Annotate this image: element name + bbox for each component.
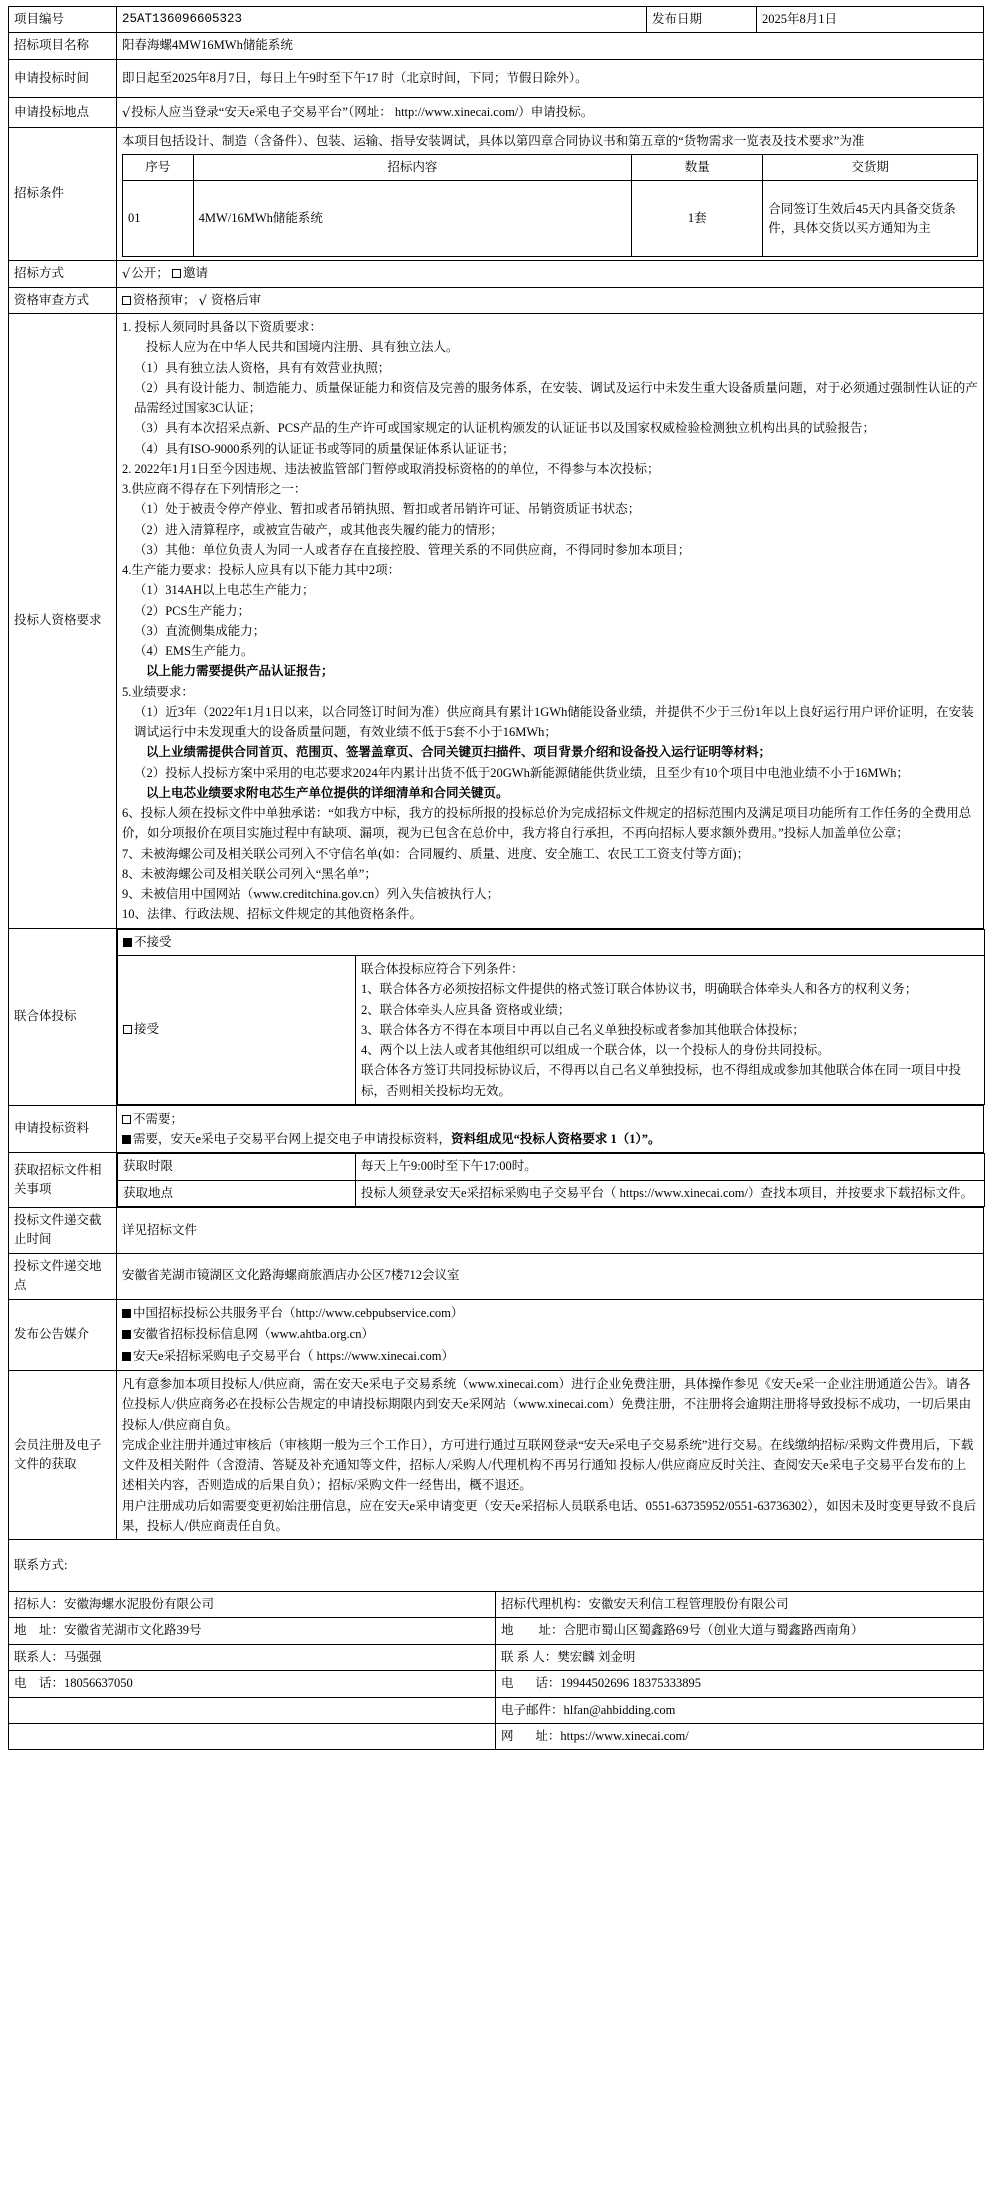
contact-row: [9, 1723, 984, 1749]
contact-field-label: 电 话：: [14, 1676, 65, 1691]
apply-materials-needed: [122, 1129, 978, 1149]
media-label: 发布公告媒介: [9, 1299, 117, 1371]
qualification-line: 以上电芯业绩要求附电芯生产单位提供的详细清单和合同关键页。: [146, 785, 509, 800]
consortium-condition-line: 3、联合体各方不得在本项目中再以自己名义单独投标或者参加其他联合体投标；: [361, 1022, 805, 1037]
qualification-line: 4.生产能力要求：投标人应具有以下能力其中2项：: [122, 563, 401, 578]
contact-field-label: 网 址：: [501, 1728, 561, 1743]
contact-cell-right: [496, 1697, 984, 1723]
apply-time-value: 即日起至2025年8月7日，每日上午9时至下午17 时（北京时间，下同；节假日除外）。: [117, 59, 984, 97]
row-contact-heading: [9, 1540, 984, 1592]
doc-time-row: [118, 1154, 985, 1180]
contact-field-label: 招标代理机构：: [501, 1597, 589, 1611]
qualification-line: 7、未被海螺公司及相关联公司列入不守信名单(如：合同履约、质量、进度、安全施工、农民工工资支付等方面)；: [122, 846, 750, 861]
main-table: [8, 6, 984, 1592]
tender-method-public-label: 公开；: [131, 266, 169, 281]
contact-cell-right: [496, 1723, 984, 1749]
col-header-no: 序号: [123, 155, 194, 181]
contact-row: [9, 1697, 984, 1723]
check-mark-icon: √: [122, 105, 131, 121]
doc-place-label: 获取地点: [118, 1180, 356, 1206]
consortium-condition-line: 4、两个以上法人或者其他组织可以组成一个联合体，以一个投标人的身份共同投标。: [361, 1043, 830, 1057]
consortium-condition-line: 联合体各方签订共同投标协议后，不得再以自己名义单独投标，也不得组成或参加其他联合体在同一项目中投标，否则相关投标均无效。: [361, 1063, 962, 1098]
consortium-label: 联合体投标: [9, 928, 117, 1105]
qualification-line: （3）直流侧集成能力；: [134, 623, 266, 638]
prequal-label: 资格预审；: [133, 292, 196, 307]
tender-condition-label: 招标条件: [9, 127, 117, 261]
qualification-line: 以上业绩需提供合同首页、范围页、签署盖章页、合同关键页扫描件、项目背景介绍和设备投入运行证明等材料；: [146, 745, 772, 760]
qualification-review-label: 资格审查方式: [9, 287, 117, 313]
registration-paragraph: 用户注册成功后如需要变更初始注册信息，应在安天e采申请变更（安天e采招标人员联系电话、0551-63735952/0551-63736302），如因未及时变更导致不良后果，投标人/供应商责任自负。: [122, 1498, 977, 1533]
contact-cell-right: [496, 1671, 984, 1697]
qualification-line: 2. 2022年1月1日至今因违规、违法被监管部门暂停或取消投标资格的的单位，不得参与本次投标；: [122, 461, 660, 476]
media-body: [117, 1299, 984, 1371]
contact-field-value: hlfan@ahbidding.com: [563, 1702, 676, 1717]
registration-label: 会员注册及电子文件的获取: [9, 1371, 117, 1540]
apply-materials-not-needed: [122, 1109, 978, 1129]
consortium-accept-cell: [118, 956, 356, 1105]
contact-cell-right: [496, 1592, 984, 1618]
postqual-label: 资格后审: [211, 292, 262, 307]
bidder-qualification-label: 投标人资格要求: [9, 314, 117, 929]
doc-acquisition-label: 获取招标文件相关事项: [9, 1153, 117, 1208]
contact-heading-cell: [9, 1540, 984, 1592]
tender-items-table: [122, 154, 978, 257]
tender-condition-body: [117, 127, 984, 261]
project-name-label: 招标项目名称: [9, 33, 117, 59]
media-item-label: 安徽省招标投标信息网（www.ahtba.org.cn）: [133, 1327, 374, 1341]
contact-heading: 联系方式:: [14, 1558, 68, 1573]
contact-row: [9, 1644, 984, 1670]
row-tender-condition: [9, 127, 984, 261]
consortium-reject-row: [118, 929, 985, 955]
checkbox-invite[interactable]: [172, 269, 181, 278]
not-needed-label: 不需要；: [133, 1111, 184, 1126]
row-media: [9, 1299, 984, 1371]
doc-place-value: 投标人须登录安天e采招标采购电子交易平台（ https://www.xinecai.com/）查找本项目，并按要求下载招标文件。: [356, 1180, 985, 1206]
check-mark-icon: √: [122, 267, 131, 283]
needed-label-bold: 资料组成见“投标人资格要求 1（1）”。: [451, 1132, 661, 1146]
contact-field-value: 合肥市蜀山区蜀鑫路69号（创业大道与蜀鑫路西南角）: [563, 1623, 864, 1638]
cell-item-delivery: 合同签订生效后45天内具备交货条件，具体交货以买方通知为主: [763, 181, 978, 257]
consortium-condition-line: 2、联合体牵头人应具备 资格或业绩；: [361, 1002, 571, 1017]
publish-date-label: 发布日期: [647, 7, 757, 33]
contact-row: [9, 1592, 984, 1618]
col-header-qty: 数量: [632, 155, 763, 181]
contact-cell-left: [9, 1592, 496, 1618]
row-submit-deadline: [9, 1208, 984, 1254]
row-apply-time: [9, 59, 984, 97]
cell-item-qty: 1套: [632, 181, 763, 257]
contact-cell-left: [9, 1618, 496, 1644]
qualification-line: （3）具有本次招采点新、PCS产品的生产许可或国家规定的认证机构颁发的认证证书以及国家权威检验检测独立机构出具的试验报告；: [134, 421, 875, 436]
project-no-value: 25AT136096605323: [117, 7, 647, 33]
media-item-label: 中国招标投标公共服务平台（http://www.cebpubservice.com）: [133, 1305, 464, 1320]
consortium-reject-label: 不接受: [134, 934, 172, 949]
contact-field-value: 安徽海螺水泥股份有限公司: [64, 1597, 215, 1611]
consortium-condition-line: 联合体投标应符合下列条件：: [361, 962, 524, 976]
apply-place-value: [117, 97, 984, 127]
media-item-label: 安天e采招标采购电子交易平台（ https://www.xinecai.com）: [133, 1348, 455, 1363]
qualification-line: （1）处于被责令停产停业、暂扣或者吊销执照、暂扣或者吊销许可证、吊销资质证书状态；: [134, 502, 641, 517]
apply-materials-body: [117, 1105, 984, 1153]
qualification-line: （3）其他：单位负责人为同一人或者存在直接控股、管理关系的不同供应商，不得同时参加本项目；: [134, 542, 691, 557]
check-mark-icon: √: [198, 293, 207, 309]
registration-paragraph: 凡有意参加本项目投标人/供应商，需在安天e采电子交易系统（www.xinecai.com）进行企业免费注册，具体操作参见《安天e采一企业注册通道公告》。请各位投标人/供应商务必在投标公告规定的申请投标期限内到安天e采网站（www.xinecai.com）免费注册，不注册将会逾期注册将导致投标不成功，一切后果由投标人/供应商自负。: [122, 1377, 972, 1432]
col-header-content: 招标内容: [193, 155, 632, 181]
row-submit-place: [9, 1253, 984, 1299]
contact-field-label: 联系人：: [14, 1649, 65, 1664]
checkbox-accept[interactable]: [123, 1025, 132, 1034]
needed-label: 需要，安天e采电子交易平台网上提交电子申请投标资料，: [133, 1132, 452, 1146]
consortium-table: [117, 929, 985, 1105]
qualification-line: 8、未被海螺公司及相关联公司列入“黑名单”；: [122, 866, 377, 881]
publish-date-value: 2025年8月1日: [757, 7, 984, 33]
submit-deadline-value: 详见招标文件: [117, 1208, 984, 1254]
qualification-line: （4）EMS生产能力。: [134, 644, 254, 659]
contact-cell-left: [9, 1697, 496, 1723]
doc-acquisition-body: [117, 1153, 984, 1208]
row-qualification-review: [9, 287, 984, 313]
contact-cell-left: [9, 1723, 496, 1749]
contact-field-label: 联 系 人：: [501, 1649, 558, 1664]
contact-field-label: 地 址：: [501, 1623, 564, 1638]
col-header-delivery: 交货期: [763, 155, 978, 181]
contacts-table: [8, 1591, 984, 1750]
qualification-review-value: [117, 287, 984, 313]
media-item: [122, 1303, 978, 1325]
apply-place-text: 投标人应当登录“安天e采电子交易平台”（网址： http://www.xinecai.com/）申请投标。: [131, 104, 594, 119]
media-item: [122, 1346, 978, 1368]
row-apply-materials: [9, 1105, 984, 1153]
media-item: [122, 1324, 978, 1346]
row-doc-acquisition: [9, 1153, 984, 1208]
submit-place-value: 安徽省芜湖市镜湖区文化路海螺商旅酒店办公区7楼712会议室: [117, 1253, 984, 1299]
qualification-line: （2）投标人投标方案中采用的电芯要求2024年内累计出货不低于20GWh新能源储能供货业绩，且至少有10个项目中电池业绩不小于16MWh；: [134, 765, 909, 780]
tender-items-header-row: [123, 155, 978, 181]
contact-field-label: 地 址：: [14, 1623, 65, 1638]
qualification-line: （4）具有ISO-9000系列的认证证书或等同的质量保证体系认证证书；: [134, 441, 515, 456]
checkbox-media-selected[interactable]: [122, 1309, 131, 1318]
contact-field-label: 招标人：: [14, 1597, 65, 1611]
consortium-accept-label: 接受: [134, 1022, 160, 1037]
qualification-line: 5.业绩要求：: [122, 684, 194, 699]
contact-field-label: 电 话：: [501, 1676, 561, 1691]
qualification-line: 9、未被信用中国网站（www.creditchina.gov.cn）列入失信被执行人；: [122, 887, 500, 902]
doc-time-label: 获取时限: [118, 1154, 356, 1180]
row-tender-method: [9, 261, 984, 287]
qualification-line: 投标人应为在中华人民共和国境内注册、具有独立法人。: [146, 340, 459, 355]
consortium-accept-row: [118, 956, 985, 1105]
registration-paragraph: 完成企业注册并通过审核后（审核期一般为三个工作日），方可进行通过互联网登录“安天e采电子交易系统”进行交易。在线缴纳招标/采购文件费用后，下载文件及相关附件（含澄清、答疑及补充通知等文件，招标人/采购人/代理机构不再另行通知 投标人/供应商应反时关注、查阅安天e采电子交易平台发布的上述相关内容，否则造成的后果自负）；招标/采购文件一经售出，概不退还。: [122, 1437, 974, 1493]
tender-method-value: [117, 261, 984, 287]
consortium-condition-line: 1、联合体各方必须按招标文件提供的格式签订联合体协议书，明确联合体牵头人和各方的权利义务；: [361, 982, 918, 997]
qualification-line: （1）具有独立法人资格，具有有效营业执照；: [134, 360, 391, 375]
qualification-line: 10、法律、行政法规、招标文件规定的其他资格条件。: [122, 907, 423, 922]
row-bidder-qualification: [9, 314, 984, 929]
tender-condition-intro: 本项目包括设计、制造（含备件）、包装、运输、指导安装调试，具体以第四章合同协议书和第五章的“货物需求一览表及技术要求”为准: [122, 133, 865, 148]
contact-field-value: 18056637050: [64, 1676, 133, 1691]
contact-field-value: https://www.xinecai.com/: [560, 1728, 689, 1743]
qualification-line: （2）进入清算程序，或被宣告破产，或其他丧失履约能力的情形；: [134, 522, 503, 537]
qualification-line: 以上能力需要提供产品认证报告；: [146, 664, 334, 679]
contact-cell-left: [9, 1671, 496, 1697]
contact-field-value: 安徽省芜湖市文化路39号: [64, 1623, 202, 1638]
qualification-line: 1. 投标人须同时具备以下资质要求：: [122, 320, 323, 335]
registration-body: [117, 1371, 984, 1540]
contact-field-value: 安徽安天利信工程管理股份有限公司: [588, 1597, 789, 1611]
contact-field-label: 电子邮件：: [501, 1702, 564, 1717]
contact-field-value: 19944502696 18375333895: [560, 1676, 702, 1691]
contact-row: [9, 1618, 984, 1644]
row-project-name: [9, 33, 984, 59]
row-registration: [9, 1371, 984, 1540]
tender-method-invite-label: 邀请: [182, 266, 208, 281]
contact-cell-left: [9, 1644, 496, 1670]
project-no-label: 项目编号: [9, 7, 117, 33]
qualification-line: （2）PCS生产能力；: [134, 603, 250, 618]
row-consortium: [9, 928, 984, 1105]
qualification-line: （1）近3年（2022年1月1日以来，以合同签订时间为准）供应商具有累计1GWh储能设备业绩，并提供不少于三份1年以上良好运行用户评价证明，在安装调试运行中未发现重大的设备质量问题，有效业绩不低于5套不小于16MWh；: [134, 704, 974, 740]
checkbox-not-accept[interactable]: [123, 938, 132, 947]
qualification-line: 6、投标人须在投标文件中单独承诺：“如我方中标，我方的投标所报的投标总价为完成招标文件规定的招标范围内及满足项目功能所有工作任务的全费用总价，如分项报价在项目实施过程中有缺项、漏项，视为已包含在总价中，我方将自行承担，不再向招标人要求额外费用。”投标人加盖单位公章；: [122, 806, 972, 841]
project-name-value: 阳春海螺4MW16MWh储能系统: [117, 33, 984, 59]
qualification-line: 3.供应商不得存在下列情形之一：: [122, 482, 307, 497]
apply-place-label: 申请投标地点: [9, 97, 117, 127]
qualification-line: （2）具有设计能力、制造能力、质量保证能力和资信及完善的服务体系，在安装、调试及运行中未发生重大设备质量问题，对于必须通过强制性认证的产品需经过国家3C认证；: [134, 380, 978, 416]
checkbox-prequalification[interactable]: [122, 296, 131, 305]
contact-field-value: 樊宏麟 刘金明: [557, 1649, 636, 1664]
apply-materials-label: 申请投标资料: [9, 1105, 117, 1153]
cell-item-no: 01: [123, 181, 194, 257]
doc-time-value: 每天上午9:00时至下午17:00时。: [356, 1154, 985, 1180]
checkbox-not-needed[interactable]: [122, 1115, 131, 1124]
consortium-conditions-cell: [356, 956, 985, 1105]
checkbox-needed[interactable]: [122, 1135, 131, 1144]
table-row: [123, 181, 978, 257]
consortium-reject-cell: [118, 929, 985, 955]
cell-item-content: 4MW/16MWh储能系统: [193, 181, 632, 257]
checkbox-media-selected[interactable]: [122, 1352, 131, 1361]
consortium-body: [117, 928, 984, 1105]
submit-deadline-label: 投标文件递交截止时间: [9, 1208, 117, 1254]
row-project-number: [9, 7, 984, 33]
submit-place-label: 投标文件递交地点: [9, 1253, 117, 1299]
checkbox-media-selected[interactable]: [122, 1330, 131, 1339]
row-apply-place: [9, 97, 984, 127]
apply-time-label: 申请投标时间: [9, 59, 117, 97]
doc-acquisition-table: [117, 1153, 985, 1207]
contact-row: [9, 1671, 984, 1697]
tender-method-label: 招标方式: [9, 261, 117, 287]
contact-cell-right: [496, 1618, 984, 1644]
contact-field-value: 马强强: [64, 1649, 102, 1664]
doc-place-row: [118, 1180, 985, 1206]
bidder-qualification-body: [117, 314, 984, 929]
contact-cell-right: [496, 1644, 984, 1670]
qualification-line: （1）314AH以上电芯生产能力；: [134, 583, 315, 598]
